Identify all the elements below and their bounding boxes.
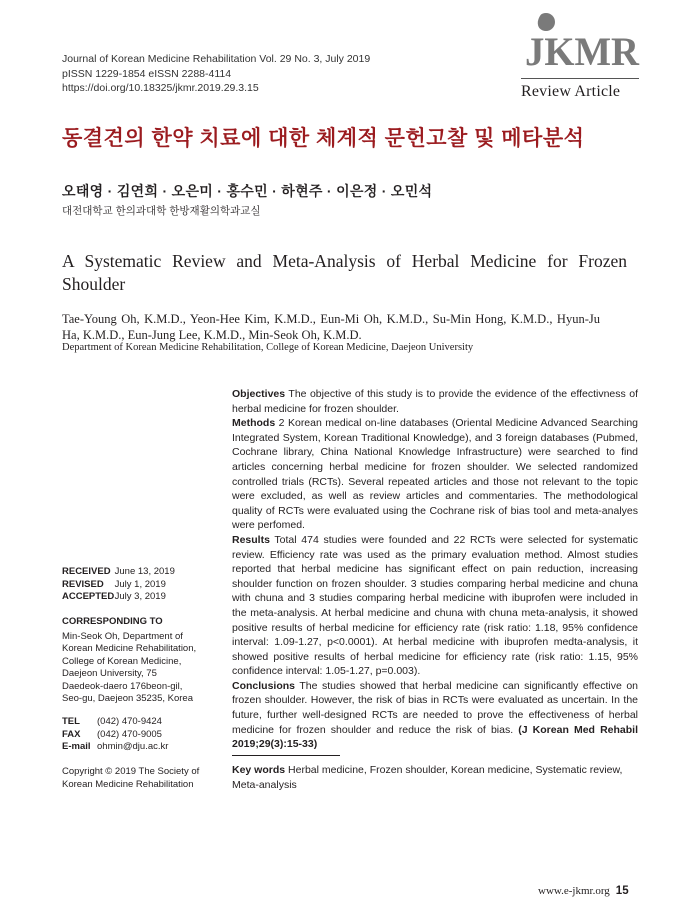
abstract-methods (232, 416, 638, 533)
issn-line: pISSN 1229-1854 eISSN 2288-4114 (62, 67, 232, 80)
logo-divider (521, 78, 639, 79)
keywords-text: Herbal medicine, Frozen shoulder, Korean medicine, Systematic review, Meta-analysis (232, 764, 623, 791)
accepted-row (62, 591, 175, 604)
keywords-label: Key words (232, 764, 286, 776)
journal-header (62, 52, 370, 96)
results-label: Results (232, 533, 270, 546)
journal-name: Journal of Korean Medicine Rehabilitation Vol. 29 No. 3, July 2019 (62, 53, 371, 65)
fax-label: FAX (62, 728, 81, 740)
correspondence (62, 616, 212, 706)
results-text: Total 474 studies were founded and 22 RCTs were selected for systematic review. Efficiency rate was used as the primary evaluation method. Almost studies reported that herbal medicine has significant effect on pain reduction, increasing shoulder function on frozen shoulder. 3 studies comparing herbal medicine and chuna with chuna and 3 studies comparing herbal medicine with ibuprofen were included in the meta-analysis. At herbal medicine and chuna with chuna meta-analysis, it showed positive results of herbal medicine for efficiency rate (risk ratio: 1.18, 95% confidence interval: 1.09-1.27, p<0.0001). At herbal medicine with ibuprofen medta-analysis, it showed positive results of herbal medicine for efficiency rate (risk ratio: 1.15, 95% confidence interval: 1.05-1.27, p=0.003). (232, 533, 638, 678)
received-label: RECEIVED (62, 566, 111, 577)
address-line: Min-Seok Oh, Department of (62, 630, 183, 642)
logo-text: JKMR (525, 29, 641, 70)
received-date: June 13, 2019 (114, 566, 175, 577)
jkmr-logo (523, 10, 641, 70)
english-title: A Systematic Review and Meta-Analysis of Herbal Medicine for Frozen Shoulder (62, 251, 627, 294)
tel-value: (042) 470-9424 (97, 716, 162, 727)
article-dates (62, 566, 175, 604)
accepted-date: July 3, 2019 (114, 591, 166, 602)
address-line: Daedeok-daero 176beon-gil, (62, 680, 183, 692)
email-label: E-mail (62, 741, 91, 752)
methods-label: Methods (232, 417, 276, 430)
page-footer (538, 885, 629, 897)
address-line: Daejeon University, 75 (62, 668, 157, 679)
fax-value: (042) 470-9005 (97, 728, 162, 740)
email-row (62, 741, 168, 754)
address-line: Seo-gu, Daejeon 35235, Korea (62, 693, 193, 704)
english-authors: Tae-Young Oh, K.M.D., Yeon-Hee Kim, K.M.D., Eun-Mi Oh, K.M.D., Su-Min Hong, K.M.D., Hyun-Ju Ha, K.M.D., Eun-Jung Lee, K.M.D., Min-Seok Oh, K.M.D. (62, 312, 600, 342)
abstract-results (232, 533, 638, 679)
received-row (62, 566, 175, 579)
correspondence-heading: CORRESPONDING TO (62, 616, 163, 627)
email-link[interactable]: ohmin@dju.ac.kr (97, 741, 169, 752)
fax-row (62, 729, 168, 742)
abstract-objectives (232, 387, 638, 416)
address-line: College of Korean Medicine, (62, 655, 182, 667)
objectives-text: The objective of this study is to provide the evidence of the effectivness of herbal medicine for frozen shoulder. (232, 388, 638, 415)
revised-date: July 1, 2019 (114, 578, 166, 590)
korean-title: 동결견의 한약 치료에 대한 체계적 문헌고찰 및 메타분석 (62, 127, 585, 150)
page-number: 15 (615, 885, 629, 897)
tel-row (62, 716, 168, 729)
keywords (232, 763, 638, 792)
article-type: Review Article (521, 83, 621, 100)
revised-row (62, 579, 175, 592)
korean-authors: 오태영 · 김연희 · 오은미 · 홍수민 · 하현주 · 이은정 · 오민석 (62, 183, 433, 199)
copyright: Copyright © 2019 The Society of Korean Medicine Rehabilitation (62, 766, 200, 790)
contact-info (62, 716, 168, 754)
conclusions-text: The studies showed that herbal medicine can significantly effective on frozen shoulder. However, the risk of bias in RCTs were evaluated as uncertain. In the future, further well-designed RCTs are needed to prove the effectiveness of herbal medicine for frozen shoulder and reduce the risk of bias. (232, 679, 638, 736)
methods-text: 2 Korean medical on-line databases (Oriental Medicine Advanced Searching Integrated System, Korean Traditional Knowledge), and 3 foreign databases (Pubmed, Cochrane library, China National Knowledge Infrastructure) were searched to find articles concerning herbal medicine for frozen shoulder. We selected randomized controlled trials (RCTs). Several repeated articles and those not relevant to the topic were excluded, as well as review articles and commentaries. The methodological quality of RCTs were evaluated using the Cochrane risk of bias tool and meta-analyes were perfomed. (232, 417, 638, 532)
address-line: Korean Medicine Rehabilitation, (62, 643, 197, 654)
korean-affiliation: 대전대학교 한의과대학 한방재활의학과교실 (62, 205, 261, 217)
revised-label: REVISED (62, 578, 104, 590)
doi-link[interactable]: https://doi.org/10.18325/jkmr.2019.29.3.15 (62, 82, 259, 94)
abstract-conclusions (232, 679, 638, 752)
footer-url[interactable]: www.e-jkmr.org (538, 885, 610, 897)
objectives-label: Objectives (232, 388, 286, 400)
abstract (232, 387, 638, 752)
keywords-divider (232, 755, 340, 756)
tel-label: TEL (62, 716, 80, 727)
conclusions-label: Conclusions (232, 679, 296, 692)
english-affiliation: Department of Korean Medicine Rehabilitation, College of Korean Medicine, Daejeon University (62, 342, 474, 353)
accepted-label: ACCEPTED (62, 591, 115, 602)
citation: (J Korean Med Rehabil 2019;29(3):15-33) (232, 723, 638, 751)
